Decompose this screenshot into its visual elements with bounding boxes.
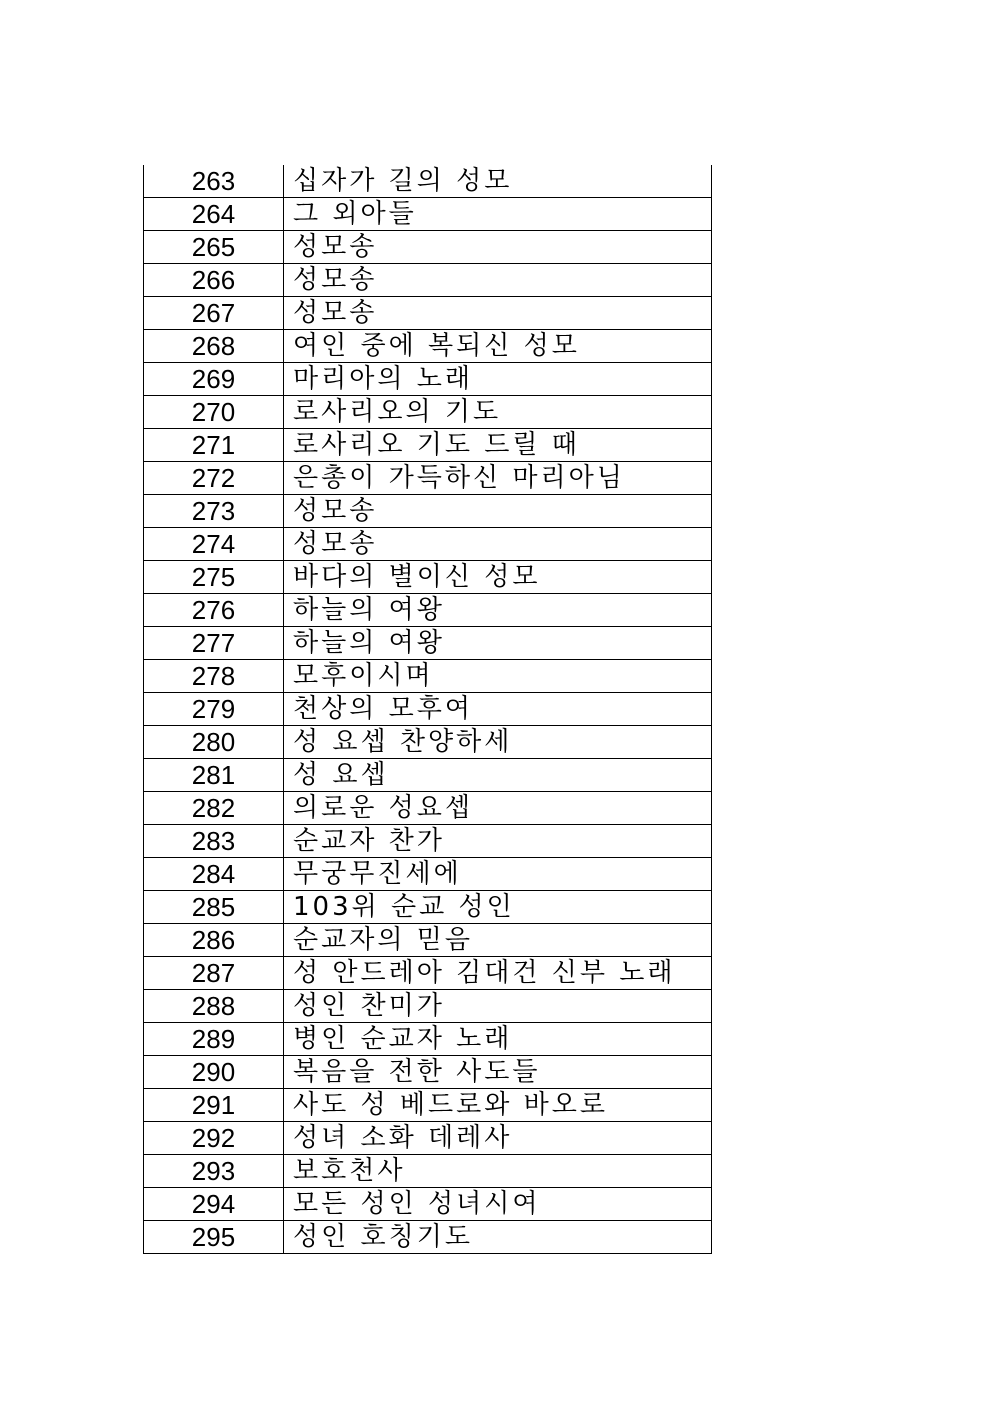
table-row xyxy=(144,1023,712,1056)
hymn-title: 하늘의 여왕 xyxy=(284,594,712,627)
table-row xyxy=(144,825,712,858)
table-row xyxy=(144,792,712,825)
hymn-number: 275 xyxy=(144,561,284,594)
hymn-title: 모든 성인 성녀시여 xyxy=(284,1188,712,1221)
hymn-title: 복음을 전한 사도들 xyxy=(284,1056,712,1089)
hymn-number: 294 xyxy=(144,1188,284,1221)
hymn-number: 267 xyxy=(144,297,284,330)
table-row xyxy=(144,1056,712,1089)
table-row xyxy=(144,561,712,594)
hymn-title: 무궁무진세에 xyxy=(284,858,712,891)
hymn-number: 280 xyxy=(144,726,284,759)
table-row xyxy=(144,297,712,330)
table-row xyxy=(144,924,712,957)
hymn-number: 282 xyxy=(144,792,284,825)
table-row xyxy=(144,1122,712,1155)
table-row xyxy=(144,165,712,198)
hymn-title: 성인 호칭기도 xyxy=(284,1221,712,1254)
table-row xyxy=(144,1221,712,1254)
hymn-title: 사도 성 베드로와 바오로 xyxy=(284,1089,712,1122)
hymn-number: 265 xyxy=(144,231,284,264)
hymn-title: 그 외아들 xyxy=(284,198,712,231)
hymn-title: 로사리오의 기도 xyxy=(284,396,712,429)
table-row xyxy=(144,462,712,495)
table-row xyxy=(144,1188,712,1221)
table-row xyxy=(144,198,712,231)
hymn-title: 천상의 모후여 xyxy=(284,693,712,726)
hymn-number: 289 xyxy=(144,1023,284,1056)
table-row xyxy=(144,396,712,429)
hymn-number: 264 xyxy=(144,198,284,231)
table-row xyxy=(144,528,712,561)
table-row xyxy=(144,363,712,396)
hymn-title: 103위 순교 성인 xyxy=(284,891,712,924)
hymn-number: 291 xyxy=(144,1089,284,1122)
hymn-number: 287 xyxy=(144,957,284,990)
table-row xyxy=(144,1155,712,1188)
table-row xyxy=(144,891,712,924)
hymn-title: 모후이시며 xyxy=(284,660,712,693)
hymn-title: 로사리오 기도 드릴 때 xyxy=(284,429,712,462)
hymn-title: 성모송 xyxy=(284,528,712,561)
hymn-number: 292 xyxy=(144,1122,284,1155)
hymn-number: 279 xyxy=(144,693,284,726)
hymn-number: 290 xyxy=(144,1056,284,1089)
table-row xyxy=(144,990,712,1023)
hymn-number: 266 xyxy=(144,264,284,297)
hymn-title: 은총이 가득하신 마리아님 xyxy=(284,462,712,495)
hymn-table-body xyxy=(144,165,712,1254)
table-row xyxy=(144,726,712,759)
hymn-title: 성 안드레아 김대건 신부 노래 xyxy=(284,957,712,990)
hymn-title: 성녀 소화 데레사 xyxy=(284,1122,712,1155)
hymn-title: 성 요셉 찬양하세 xyxy=(284,726,712,759)
table-row xyxy=(144,264,712,297)
hymn-title: 성인 찬미가 xyxy=(284,990,712,1023)
hymn-title: 바다의 별이신 성모 xyxy=(284,561,712,594)
hymn-number: 285 xyxy=(144,891,284,924)
hymn-title: 보호천사 xyxy=(284,1155,712,1188)
hymn-title: 순교자 찬가 xyxy=(284,825,712,858)
table-row xyxy=(144,495,712,528)
hymn-title: 성모송 xyxy=(284,495,712,528)
hymn-title: 의로운 성요셉 xyxy=(284,792,712,825)
table-row xyxy=(144,594,712,627)
hymn-number: 271 xyxy=(144,429,284,462)
hymn-number: 274 xyxy=(144,528,284,561)
hymn-number: 281 xyxy=(144,759,284,792)
hymn-number: 270 xyxy=(144,396,284,429)
table-row xyxy=(144,660,712,693)
hymn-number: 286 xyxy=(144,924,284,957)
table-row xyxy=(144,330,712,363)
hymn-number: 263 xyxy=(144,165,284,198)
hymn-number: 284 xyxy=(144,858,284,891)
hymn-number: 293 xyxy=(144,1155,284,1188)
hymn-number: 283 xyxy=(144,825,284,858)
hymn-title: 성모송 xyxy=(284,264,712,297)
table-row xyxy=(144,627,712,660)
table-row xyxy=(144,429,712,462)
hymn-number: 273 xyxy=(144,495,284,528)
hymn-title: 여인 중에 복되신 성모 xyxy=(284,330,712,363)
table-row xyxy=(144,693,712,726)
hymn-number: 278 xyxy=(144,660,284,693)
hymn-number: 276 xyxy=(144,594,284,627)
table-row xyxy=(144,1089,712,1122)
table-row xyxy=(144,231,712,264)
hymn-title: 순교자의 믿음 xyxy=(284,924,712,957)
hymn-number: 288 xyxy=(144,990,284,1023)
table-row xyxy=(144,957,712,990)
hymn-title: 마리아의 노래 xyxy=(284,363,712,396)
hymn-number: 269 xyxy=(144,363,284,396)
hymn-number: 295 xyxy=(144,1221,284,1254)
table-row xyxy=(144,759,712,792)
hymn-title: 성모송 xyxy=(284,231,712,264)
hymn-title: 성 요셉 xyxy=(284,759,712,792)
hymn-title: 성모송 xyxy=(284,297,712,330)
hymn-index-table xyxy=(143,165,712,1254)
hymn-number: 272 xyxy=(144,462,284,495)
hymn-title: 하늘의 여왕 xyxy=(284,627,712,660)
table-row xyxy=(144,858,712,891)
hymn-title: 십자가 길의 성모 xyxy=(284,165,712,198)
hymn-title: 병인 순교자 노래 xyxy=(284,1023,712,1056)
hymn-number: 277 xyxy=(144,627,284,660)
hymn-number: 268 xyxy=(144,330,284,363)
